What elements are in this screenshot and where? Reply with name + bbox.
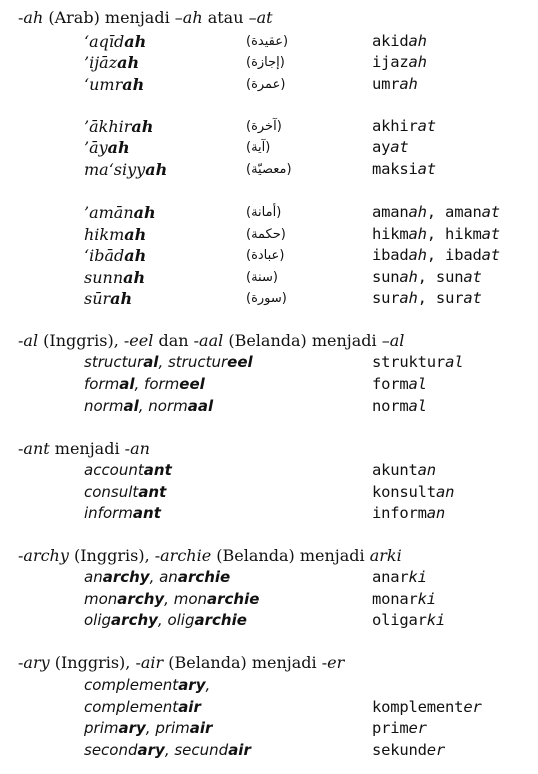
indonesian-form: ayat [372, 138, 409, 156]
arabic-transliteration: ‘aqīdah [84, 32, 147, 51]
indonesian-form: konsultan [372, 483, 455, 501]
foreign-word: complementary, [84, 676, 211, 694]
word-row [0, 116, 538, 137]
word-row [0, 202, 538, 223]
word-row [0, 137, 538, 158]
indonesian-form: akuntan [372, 461, 436, 479]
indonesian-form: sekunder [372, 741, 446, 759]
section-heading-ary: -ary (Inggris), -air (Belanda) menjadi -er [18, 653, 345, 672]
arabic-transliteration: hikmah [84, 225, 147, 244]
indonesian-form: akidah [372, 32, 427, 50]
word-row [0, 589, 538, 610]
indonesian-form: struktural [372, 353, 464, 371]
indonesian-form: surah, surat [372, 289, 482, 307]
arabic-script: (آخرة) [246, 119, 282, 134]
arabic-transliteration: ’amānah [84, 203, 156, 222]
indonesian-form: maksiat [372, 160, 436, 178]
foreign-word: secondary, secundair [84, 741, 251, 759]
word-row [0, 159, 538, 180]
arabic-script: (عبادة) [246, 248, 285, 263]
indonesian-form: monarki [372, 590, 436, 608]
foreign-word: anarchy, anarchie [84, 568, 231, 586]
word-row [0, 718, 538, 739]
indonesian-form: informan [372, 504, 446, 522]
indonesian-form: normal [372, 397, 427, 415]
arabic-script: (إجازة) [246, 55, 285, 70]
word-row [0, 52, 538, 73]
arabic-transliteration: ’ākhirah [84, 117, 154, 136]
foreign-word: primary, primair [84, 719, 213, 737]
indonesian-form: primer [372, 719, 427, 737]
section-heading-ah: -ah (Arab) menjadi –ah atau –at [18, 8, 273, 27]
word-row [0, 460, 538, 481]
indonesian-form: anarki [372, 568, 427, 586]
section-heading-archy: -archy (Inggris), -archie (Belanda) menjadi arki [18, 546, 402, 565]
foreign-word: structural, structureel [84, 353, 253, 371]
word-row [0, 740, 538, 761]
arabic-script: (آية) [246, 140, 271, 155]
word-row [0, 503, 538, 524]
foreign-word: oligarchy, oligarchie [84, 611, 247, 629]
arabic-script: (سنة) [246, 270, 278, 285]
foreign-word: consultant [84, 483, 167, 501]
word-row [0, 567, 538, 588]
arabic-script: (حكمة) [246, 227, 286, 242]
foreign-word: complementair [84, 698, 201, 716]
arabic-transliteration: ’ijāzah [84, 53, 140, 72]
arabic-script: (عمرة) [246, 77, 286, 92]
section-heading-ant: -ant menjadi -an [18, 439, 150, 458]
word-row [0, 352, 538, 373]
arabic-transliteration: sunnah [84, 268, 146, 287]
arabic-script: (أمانة) [246, 205, 282, 220]
section-heading-al: -al (Inggris), -eel dan -aal (Belanda) menjadi –al [18, 331, 405, 350]
word-row [0, 245, 538, 266]
word-row [0, 610, 538, 631]
foreign-word: accountant [84, 461, 172, 479]
arabic-transliteration: ’āyah [84, 138, 130, 157]
foreign-word: monarchy, monarchie [84, 590, 260, 608]
word-row [0, 31, 538, 52]
indonesian-form: ijazah [372, 53, 427, 71]
word-row [0, 396, 538, 417]
indonesian-form: hikmah, hikmat [372, 225, 500, 243]
arabic-script: (عقيدة) [246, 34, 289, 49]
word-row [0, 675, 538, 696]
indonesian-form: amanah, amanat [372, 203, 500, 221]
indonesian-form: komplementer [372, 698, 482, 716]
indonesian-form: sunah, sunat [372, 268, 482, 286]
word-row [0, 224, 538, 245]
word-row [0, 697, 538, 718]
arabic-script: (معصيّة) [246, 162, 292, 177]
arabic-transliteration: sūrah [84, 289, 133, 308]
indonesian-form: akhirat [372, 117, 436, 135]
indonesian-form: oligarki [372, 611, 446, 629]
word-row [0, 288, 538, 309]
word-row [0, 374, 538, 395]
indonesian-form: formal [372, 375, 427, 393]
indonesian-form: ibadah, ibadat [372, 246, 500, 264]
arabic-transliteration: ‘ibādah [84, 246, 147, 265]
word-row [0, 482, 538, 503]
arabic-transliteration: ma‘siyyah [84, 160, 168, 179]
foreign-word: informant [84, 504, 161, 522]
word-row [0, 74, 538, 95]
arabic-transliteration: ‘umrah [84, 75, 145, 94]
arabic-script: (سورة) [246, 291, 287, 306]
foreign-word: formal, formeel [84, 375, 205, 393]
foreign-word: normal, normaal [84, 397, 214, 415]
word-row [0, 267, 538, 288]
indonesian-form: umrah [372, 75, 418, 93]
